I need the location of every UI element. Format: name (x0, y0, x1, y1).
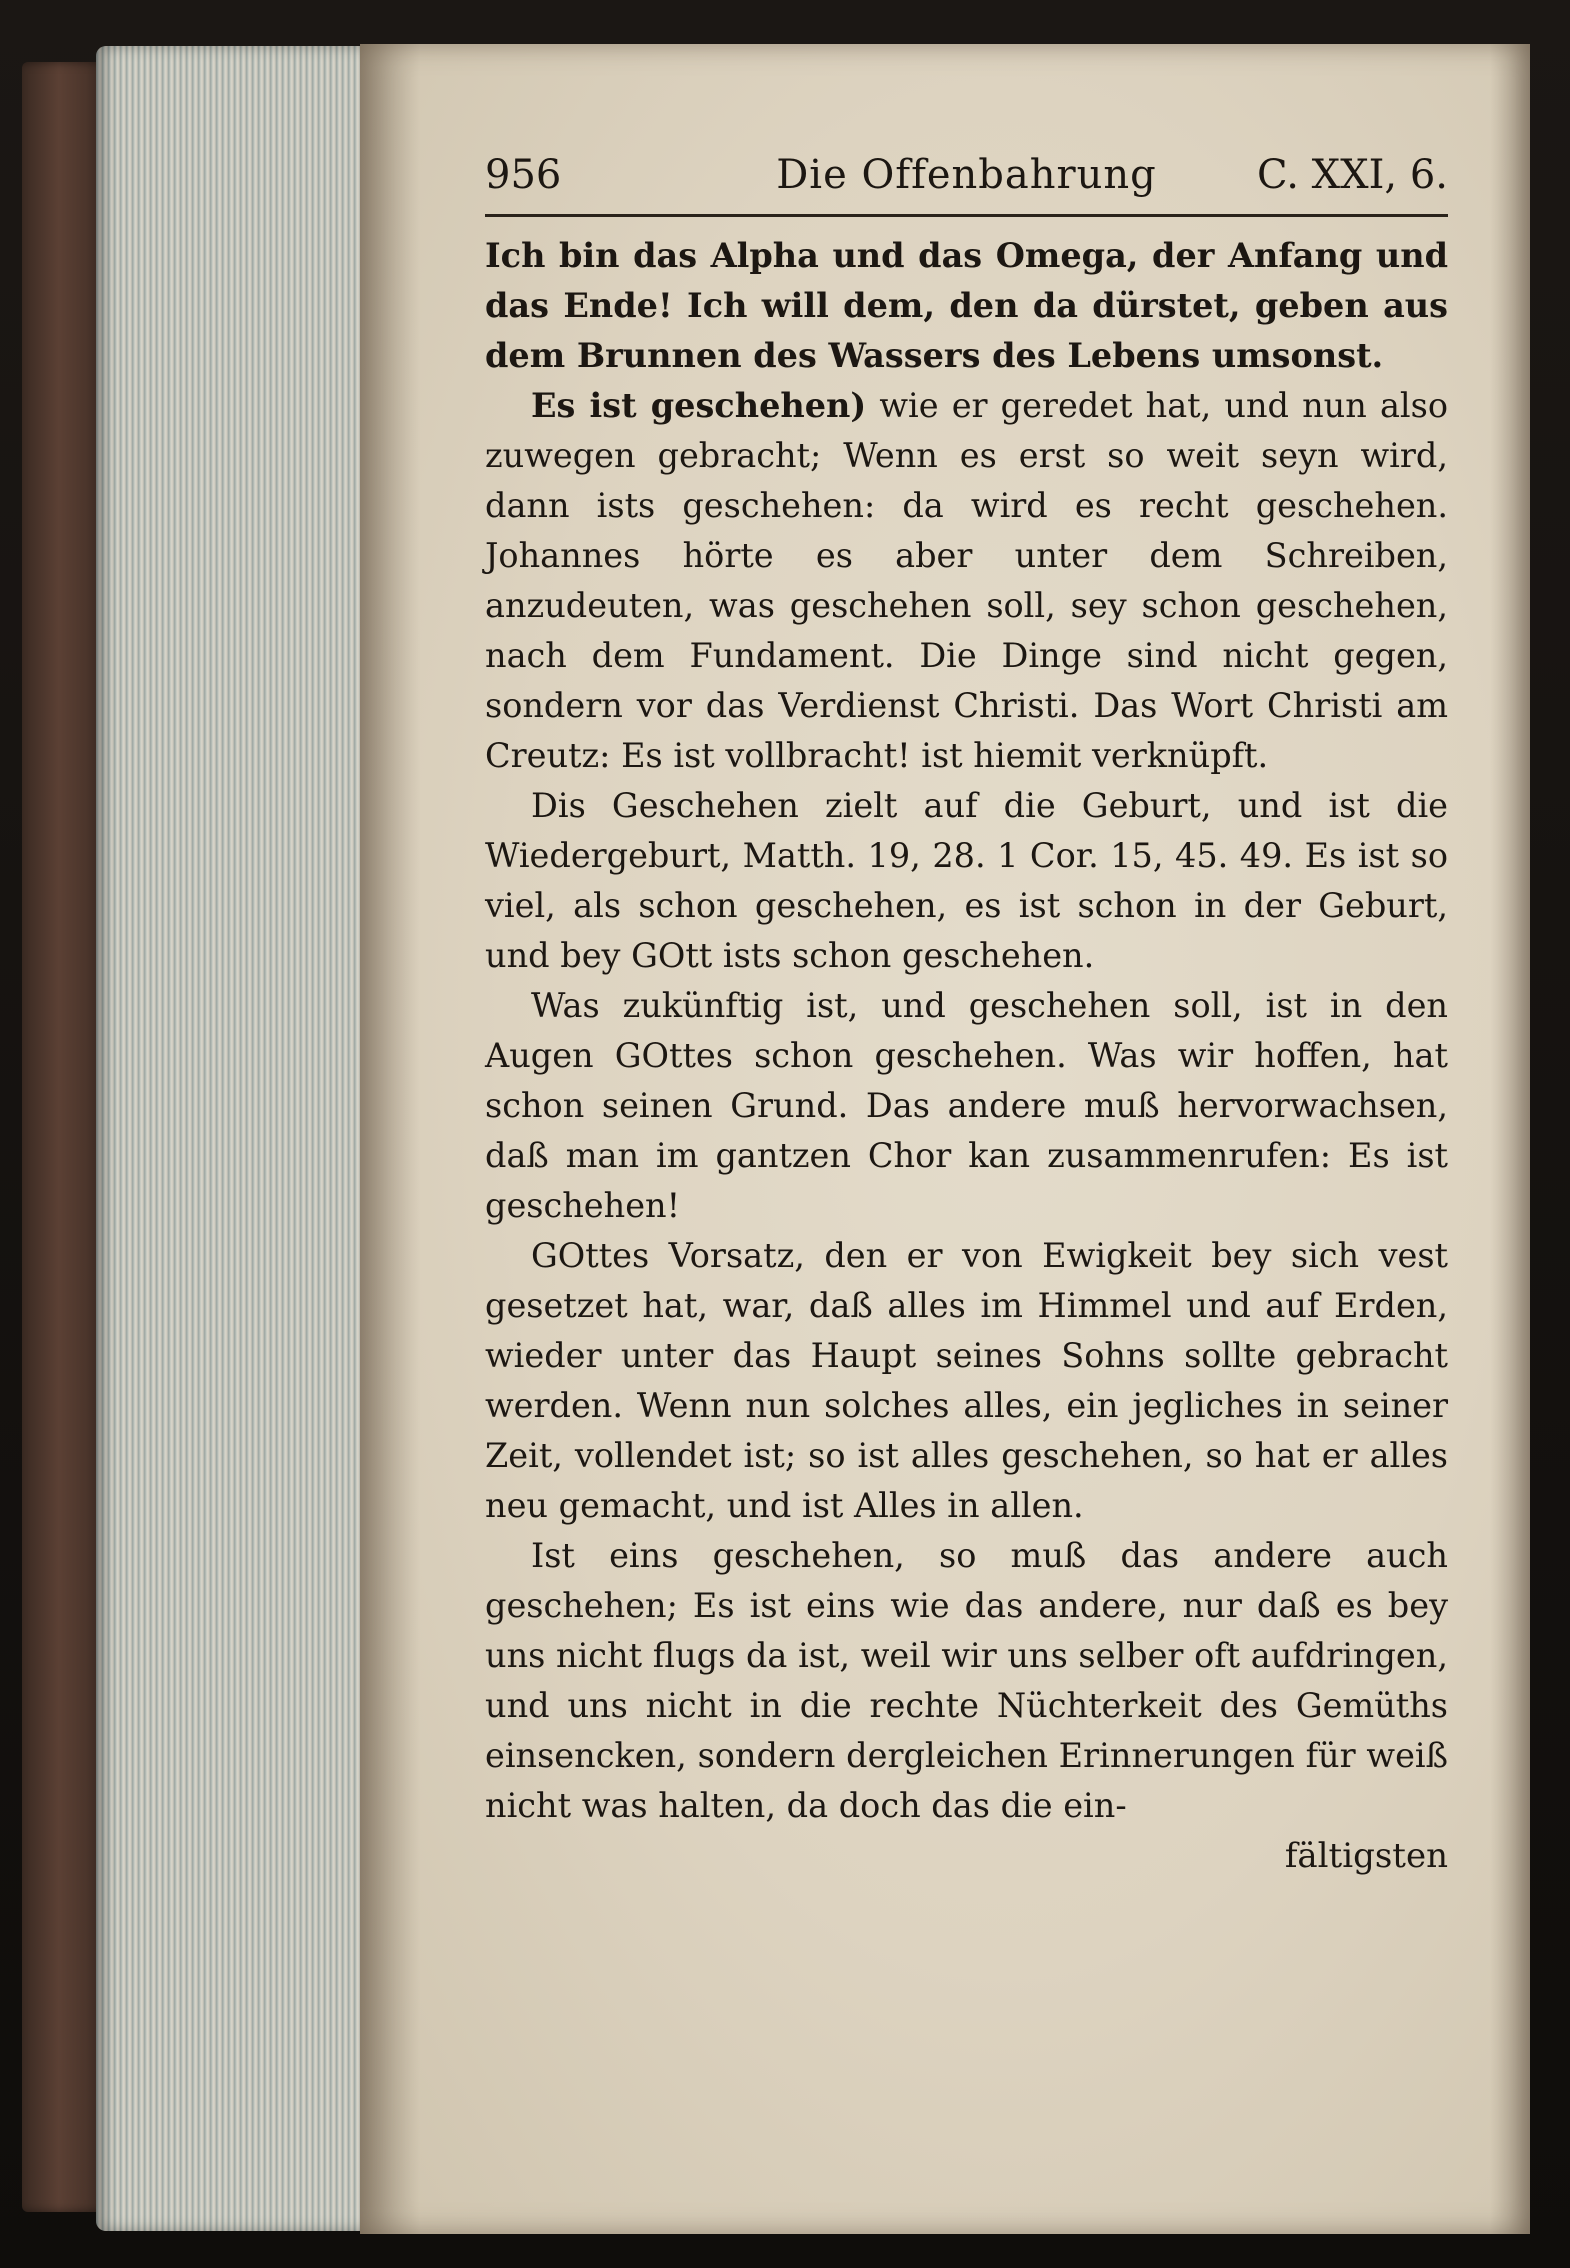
paragraph-gottes-vorsatz (485, 1231, 1448, 1531)
paragraph-geschehen-geburt (485, 781, 1448, 981)
paragraph-text: Dis Geschehen zielt auf die Geburt, und ist die Wiedergeburt, Matth. 19, 28. 1 Cor. 15, 45. 49. Es ist so viel, als schon geschehen, es ist schon in der Geburt, und bey GOtt ists schon geschehen. (485, 786, 1448, 975)
catchword: fältigsten (1284, 1836, 1448, 1876)
text-block (485, 144, 1448, 1881)
paragraph-verse-quote (485, 231, 1448, 381)
paragraph-text: Ich bin das Alpha und das Omega, der Anfang und das Ende! Ich will dem, den da dürstet, geben aus dem Brunnen des Wassers des Lebens umsonst. (485, 236, 1448, 375)
paragraph-zukuenftig (485, 981, 1448, 1231)
paragraph-lead-bold: Es ist geschehen) (531, 386, 867, 425)
paragraph-text: Was zukünftig ist, und geschehen soll, ist in den Augen GOttes schon geschehen. Was wir hoffen, hat schon seinen Grund. Das andere muß hervorwachsen, daß man im gantzen Chor kan zusammenrufen: Es ist geschehen! (485, 986, 1448, 1225)
paragraph-ist-eins-geschehen (485, 1531, 1448, 1831)
page-content-area (360, 44, 1530, 2234)
page-number: 956 (485, 152, 562, 198)
catchword-line (485, 1831, 1448, 1881)
running-head (485, 144, 1448, 206)
paragraph-text: GOttes Vorsatz, den er von Ewigkeit bey sich vest gesetzet hat, war, daß alles im Himmel und auf Erden, wieder unter das Haupt seines Sohns sollte gebracht werden. Wenn nun solches alles, ein jegliches in seiner Zeit, vollendet ist; so ist alles geschehen, so hat er alles neu gemacht, und ist Alles in allen. (485, 1236, 1448, 1525)
running-title: Die Offenbahrung (776, 152, 1157, 198)
chapter-verse-reference: C. XXI, 6. (1257, 152, 1448, 198)
page-stack-edges (96, 46, 376, 2231)
paragraph-text: Ist eins geschehen, so muß das andere auch geschehen; Es ist eins wie das andere, nur daß es bey uns nicht flugs da ist, weil wir uns selber oft aufdringen, und uns nicht in die rechte Nüchterkeit des Gemüths einsencken, sondern dergleichen Erinnerungen für weiß nicht was halten, da doch das die ein- (485, 1536, 1448, 1825)
header-rule (485, 214, 1448, 217)
paragraph-text: wie er geredet hat, und nun also zuwegen gebracht; Wenn es erst so weit seyn wird, dann ists geschehen: da wird es recht geschehen. Johannes hörte es aber unter dem Schreiben, anzudeuten, was geschehen soll, sey schon geschehen, nach dem Fundament. Die Dinge sind nicht gegen, sondern vor das Verdienst Christi. Das Wort Christi am Creutz: Es ist vollbracht! ist hiemit verknüpft. (485, 386, 1448, 775)
paragraph-es-ist-geschehen (485, 381, 1448, 781)
